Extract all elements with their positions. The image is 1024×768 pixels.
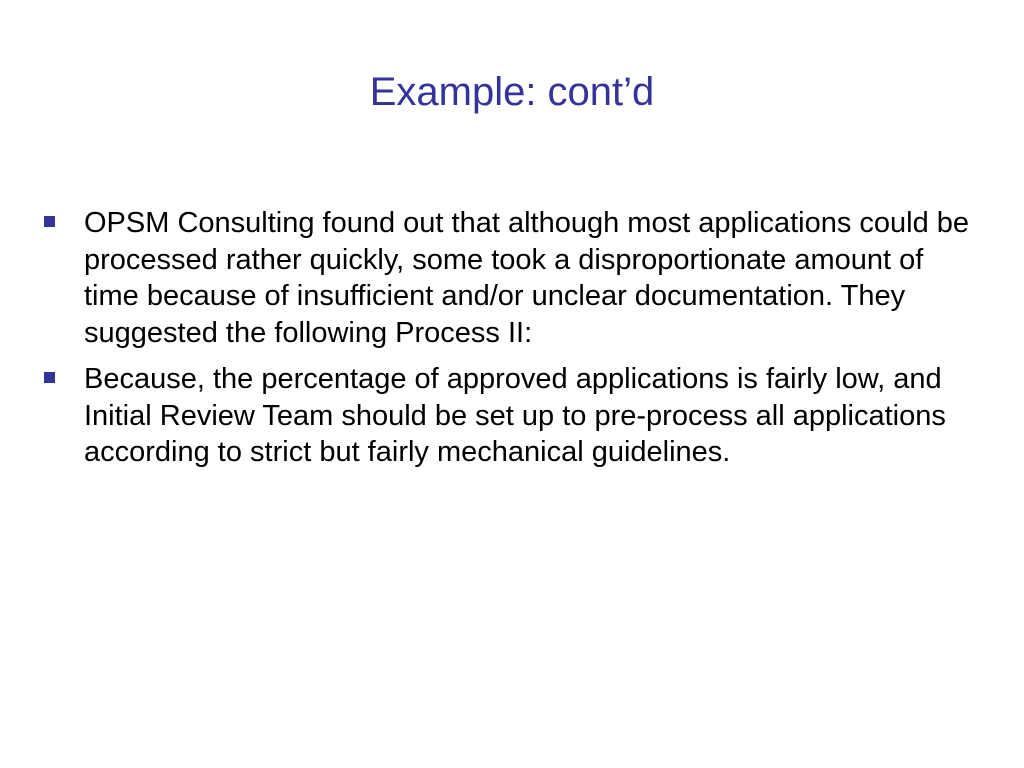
bullet-list [44, 205, 974, 481]
bullet-text: OPSM Consulting found out that although most applications could be processed rather quickly, some took a disproportionate amount of time because of insufficient and/or unclear documentation. They suggested the following Process II: [84, 207, 970, 349]
square-bullet-icon [44, 372, 55, 383]
bullet-text: Because, the percentage of approved applications is fairly low, and Initial Review Team should be set up to pre-process all applications according to strict but fairly mechanical guidelines. [84, 363, 946, 468]
square-bullet-icon [44, 216, 55, 227]
slide-title: Example: cont’d [369, 70, 655, 114]
bullet-item [44, 361, 974, 471]
bullet-item [44, 205, 974, 351]
